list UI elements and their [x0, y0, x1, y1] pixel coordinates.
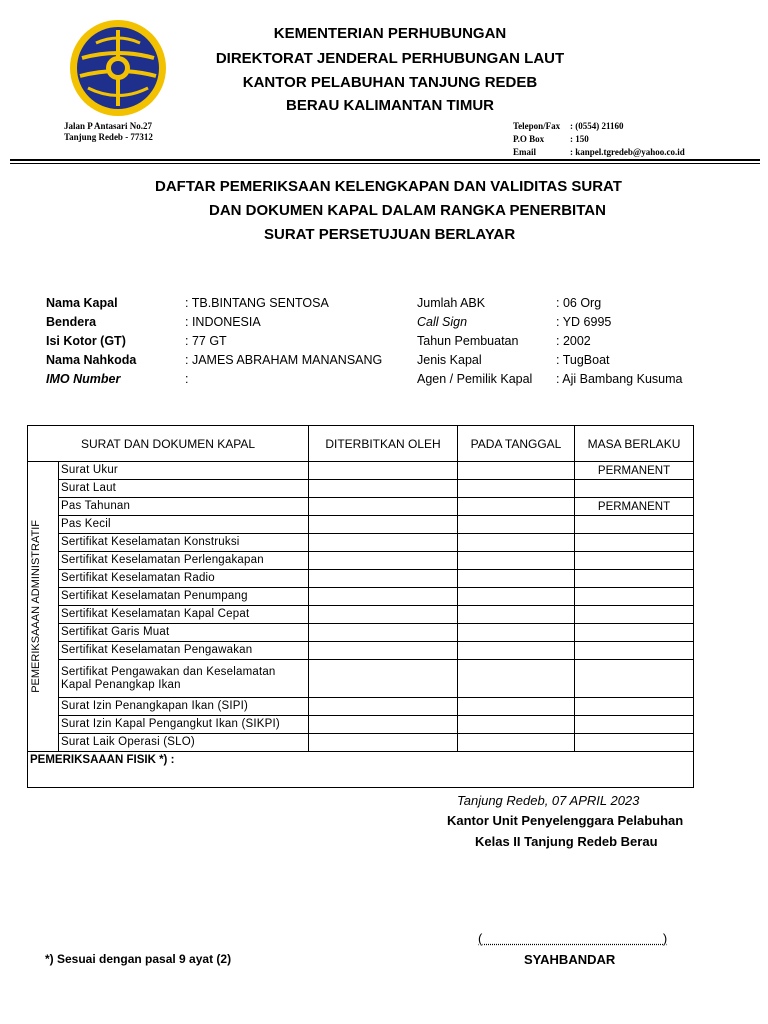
validity-cell[interactable]	[575, 516, 694, 534]
validity-cell[interactable]: PERMANENT	[575, 462, 694, 480]
label-nahkoda: Nama Nahkoda	[46, 353, 137, 367]
date-cell[interactable]	[458, 498, 575, 516]
doc-name: Surat Laik Operasi (SLO)	[59, 734, 309, 752]
label-call-sign: Call Sign	[417, 315, 468, 329]
pobox-label: P.O Box	[513, 134, 545, 144]
doc-title-line-1: DAFTAR PEMERIKSAAN KELENGKAPAN DAN VALIDITAS SURAT	[155, 178, 622, 195]
email-value: : kanpel.tgredeb@yahoo.co.id	[570, 147, 685, 157]
validity-cell[interactable]	[575, 660, 694, 698]
issuer-cell[interactable]	[309, 624, 458, 642]
date-cell[interactable]	[458, 462, 575, 480]
issuer-cell[interactable]	[309, 734, 458, 752]
validity-cell[interactable]	[575, 588, 694, 606]
signature-blank[interactable]: ( )	[478, 931, 668, 946]
doc-name: Pas Tahunan	[59, 498, 309, 516]
signature-role: SYAHBANDAR	[524, 952, 616, 967]
value-imo: :	[185, 372, 189, 386]
validity-cell[interactable]	[575, 716, 694, 734]
doc-name: Sertifikat Keselamatan Pengawakan	[59, 642, 309, 660]
value-tahun: : 2002	[556, 334, 591, 348]
validity-cell[interactable]	[575, 534, 694, 552]
issuer-cell[interactable]	[309, 516, 458, 534]
date-cell[interactable]	[458, 606, 575, 624]
table-row	[28, 716, 694, 734]
table-row	[28, 606, 694, 624]
ministry-logo	[66, 18, 170, 118]
phone-value: : (0554) 21160	[570, 121, 624, 131]
email-label: Email	[513, 147, 537, 157]
date-cell[interactable]	[458, 642, 575, 660]
validity-cell[interactable]	[575, 570, 694, 588]
value-agen: : Aji Bambang Kusuma	[556, 372, 683, 386]
fisik-label[interactable]: PEMERIKSAAAN FISIK *) :	[28, 752, 694, 788]
office-line-2: Kelas II Tanjung Redeb Berau	[475, 834, 658, 849]
validity-cell[interactable]	[575, 624, 694, 642]
validity-cell[interactable]	[575, 698, 694, 716]
header-region: BERAU KALIMANTAN TIMUR	[285, 97, 495, 114]
value-jumlah-abk: : 06 Org	[556, 296, 602, 310]
label-isi-kotor: Isi Kotor (GT)	[46, 334, 126, 348]
doc-title-line-2: DAN DOKUMEN KAPAL DALAM RANGKA PENERBITAN	[209, 202, 606, 219]
doc-name: Pas Kecil	[59, 516, 309, 534]
issuer-cell[interactable]	[309, 660, 458, 698]
value-bendera: : INDONESIA	[185, 315, 261, 329]
table-row	[28, 480, 694, 498]
table-row	[28, 660, 694, 698]
validity-cell[interactable]: PERMANENT	[575, 498, 694, 516]
doc-name: Surat Izin Kapal Pengangkut Ikan (SIKPI)	[59, 716, 309, 734]
issuer-cell[interactable]	[309, 698, 458, 716]
table-row	[28, 498, 694, 516]
doc-name: Sertifikat Keselamatan Kapal Cepat	[59, 606, 309, 624]
table-row	[28, 534, 694, 552]
header-office: KANTOR PELABUHAN TANJUNG REDEB	[242, 74, 538, 91]
table-row	[28, 624, 694, 642]
value-isi-kotor: : 77 GT	[185, 334, 227, 348]
header-ministry: KEMENTERIAN PERHUBUNGAN	[273, 25, 507, 42]
footnote: *) Sesuai dengan pasal 9 ayat (2)	[45, 952, 232, 966]
doc-name: Sertifikat Garis Muat	[59, 624, 309, 642]
validity-cell[interactable]	[575, 642, 694, 660]
validity-cell[interactable]	[575, 552, 694, 570]
header-surat: SURAT DAN DOKUMEN KAPAL	[28, 426, 309, 462]
date-cell[interactable]	[458, 552, 575, 570]
doc-name: Sertifikat Keselamatan Radio	[59, 570, 309, 588]
pobox-value: : 150	[570, 134, 589, 144]
date-cell[interactable]	[458, 516, 575, 534]
label-jumlah-abk: Jumlah ABK	[417, 296, 486, 310]
doc-name: Sertifikat Pengawakan dan Keselamatan Kapal Penangkap Ikan	[59, 660, 309, 698]
table-row	[28, 588, 694, 606]
date-cell[interactable]	[458, 660, 575, 698]
validity-cell[interactable]	[575, 606, 694, 624]
value-nama-kapal: : TB.BINTANG SENTOSA	[185, 296, 329, 310]
date-cell[interactable]	[458, 624, 575, 642]
side-label-cell	[28, 462, 59, 752]
doc-name: Sertifikat Keselamatan Penumpang	[59, 588, 309, 606]
doc-name: Sertifikat Keselamatan Perlengakapan	[59, 552, 309, 570]
issuer-cell[interactable]	[309, 588, 458, 606]
label-jenis-kapal: Jenis Kapal	[417, 353, 482, 367]
date-cell[interactable]	[458, 534, 575, 552]
issuer-cell[interactable]	[309, 534, 458, 552]
header-divider	[10, 159, 760, 161]
header-masa-berlaku: MASA BERLAKU	[575, 426, 694, 462]
ministry-emblem-icon	[66, 18, 170, 118]
date-cell[interactable]	[458, 588, 575, 606]
table-row	[28, 462, 694, 480]
table-row	[28, 552, 694, 570]
date-cell[interactable]	[458, 716, 575, 734]
table-row	[28, 516, 694, 534]
issuer-cell[interactable]	[309, 606, 458, 624]
table-row	[28, 642, 694, 660]
issuer-cell[interactable]	[309, 462, 458, 480]
date-cell[interactable]	[458, 570, 575, 588]
label-nama-kapal: Nama Kapal	[46, 296, 118, 310]
document-checklist-table	[27, 425, 694, 788]
date-cell[interactable]	[458, 734, 575, 752]
doc-name: Surat Laut	[59, 480, 309, 498]
label-tahun: Tahun Pembuatan	[417, 334, 519, 348]
office-line-1: Kantor Unit Penyelenggara Pelabuhan	[447, 813, 684, 828]
header-divider-thin	[10, 163, 760, 164]
header-tanggal: PADA TANGGAL	[458, 426, 575, 462]
side-label: PEMERIKSAAAN ADMINISTRATIF	[30, 520, 42, 693]
doc-name: Surat Ukur	[59, 462, 309, 480]
doc-name: Surat Izin Penangkapan Ikan (SIPI)	[59, 698, 309, 716]
label-imo: IMO Number	[46, 372, 121, 386]
header-directorate: DIREKTORAT JENDERAL PERHUBUNGAN LAUT	[215, 50, 565, 67]
validity-cell[interactable]	[575, 734, 694, 752]
place-date: Tanjung Redeb, 07 APRIL 2023	[457, 793, 640, 808]
doc-name: Sertifikat Keselamatan Konstruksi	[59, 534, 309, 552]
issuer-cell[interactable]	[309, 716, 458, 734]
phone-label: Telepon/Fax	[513, 121, 561, 131]
address-line-1: Jalan P Antasari No.27	[64, 121, 153, 131]
date-cell[interactable]	[458, 480, 575, 498]
label-bendera: Bendera	[46, 315, 97, 329]
fisik-row	[28, 752, 694, 788]
label-agen: Agen / Pemilik Kapal	[417, 372, 533, 386]
value-call-sign: : YD 6995	[556, 315, 612, 329]
date-cell[interactable]	[458, 698, 575, 716]
value-nahkoda: : JAMES ABRAHAM MANANSANG	[185, 353, 383, 367]
issuer-cell[interactable]	[309, 552, 458, 570]
table-header-row	[28, 426, 694, 462]
doc-title-line-3: SURAT PERSETUJUAN BERLAYAR	[264, 226, 516, 243]
issuer-cell[interactable]	[309, 642, 458, 660]
value-jenis-kapal: : TugBoat	[556, 353, 610, 367]
validity-cell[interactable]	[575, 480, 694, 498]
issuer-cell[interactable]	[309, 498, 458, 516]
table-row	[28, 734, 694, 752]
issuer-cell[interactable]	[309, 570, 458, 588]
address-line-2: Tanjung Redeb - 77312	[64, 132, 153, 142]
table-row	[28, 570, 694, 588]
table-row	[28, 698, 694, 716]
header-diterbitkan: DITERBITKAN OLEH	[309, 426, 458, 462]
issuer-cell[interactable]	[309, 480, 458, 498]
